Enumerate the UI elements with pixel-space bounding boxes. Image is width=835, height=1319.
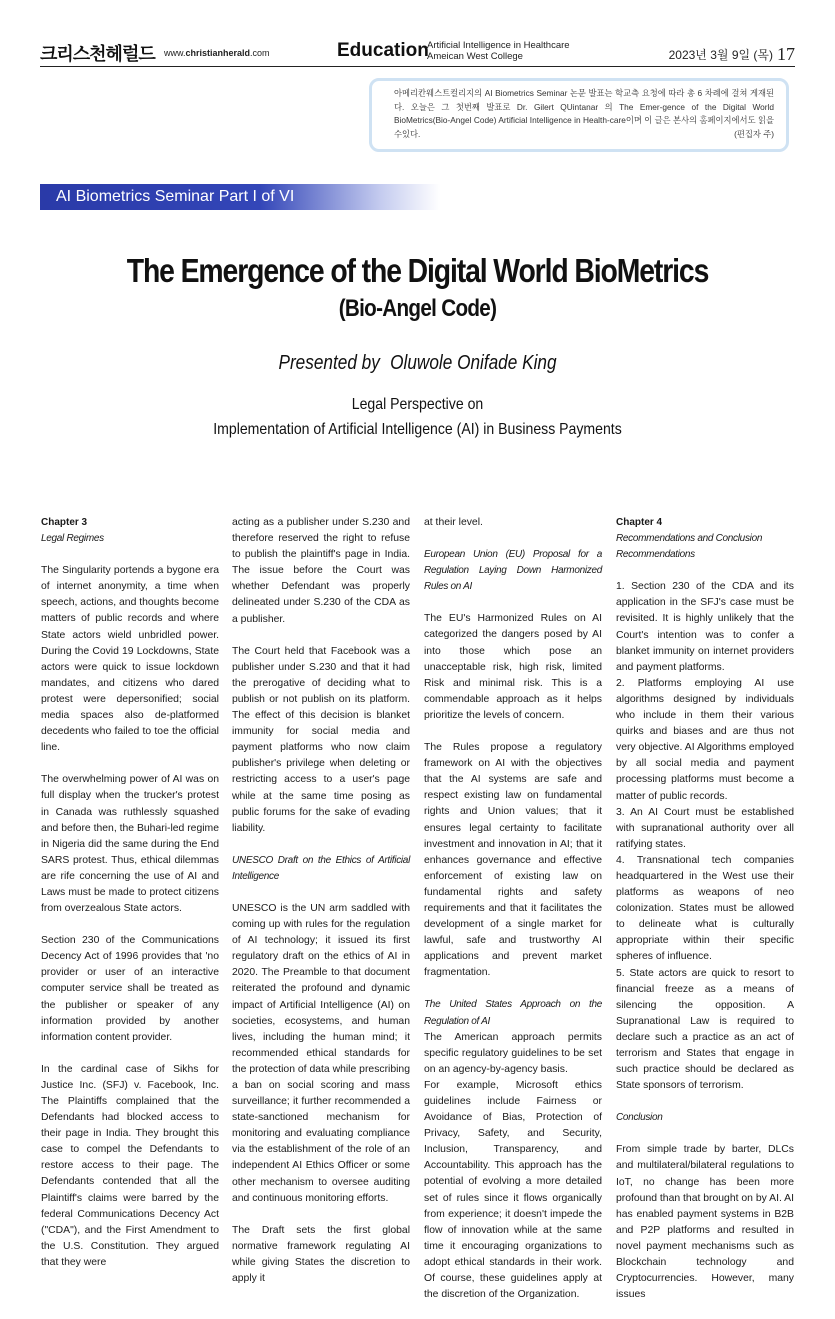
recommendation-item: 1. Section 230 of the CDA and its application in the SFJ's case must be revisited. It is highly unlikely that the Court's intention was to confer a blanket immunity on internet providers and payment platforms. bbox=[616, 581, 794, 673]
paragraph: The Rules propose a regulatory framework on AI with the objectives that the AI systems are safe and respect existing law on fundamental rights and Union values; that it ensures legal certainty to facilitate investment and innovation in AI; that it enhances governance and effective enforcement of existing law on fundamental rights and safety requirements and that it facilitates the development of a single market for lawful, safe and trustworthy AI applications and prevent market fragmentation. bbox=[424, 742, 602, 979]
site-url-domain: christianherald bbox=[185, 48, 251, 58]
issue-date bbox=[669, 43, 795, 64]
paragraph: Section 230 of the Communications Decency Act of 1996 provides that 'no provider or user of an interactive computer service shall be treated as the publisher or speaker of any information provided by another information content provider. bbox=[41, 935, 219, 1043]
section-subtitle-line1: Artificial Intelligence in Healthcare bbox=[427, 40, 570, 51]
paragraph: acting as a publisher under S.230 and therefore reserved the right to refuse to publish the plaintiff's page in India. The issue before the Court was whether Defendant was properly delineated under S.230 of the CDA as a publisher. bbox=[232, 517, 410, 625]
editor-note-credit: (편집자 주) bbox=[734, 128, 774, 139]
page-number: 17 bbox=[777, 44, 795, 64]
paragraph: UNESCO is the UN arm saddled with coming up with rules for the regulation of AI technology; it issued its first regulatory draft on the ethics of AI in 2020. The Preamble to that document reiterated the profound and dynamic impact of Artificial Intelligence (AI) on societies, ecosystems, and human lives, including the human mind; it recommended ethical standards for the protection of data while prescribing a ban on social scoring and mass surveillance; it further recommended a state-sanctioned mechanism for monitoring and evaluating compliance via the establishment of the role of an independent AI Ethics Officer or some other mechanism to oversee auditing and continuous monitoring efforts. bbox=[232, 902, 410, 1204]
column-2 bbox=[232, 515, 410, 1303]
series-banner: AI Biometrics Seminar Part I of VI bbox=[40, 184, 440, 210]
paragraph: In the cardinal case of Sikhs for Justice Inc. (SFJ) v. Facebook, Inc. The Plaintiffs complained that the Defendants had blocked access to their page in India. They brought this case to compel the Defendants to restore access to their page. The Defendants contended that all the Plaintiff's claims were barred by the federal Communications Decency Act ("CDA"), and the First Amendment to the U.S. Constitution. They argued that they were bbox=[41, 1063, 219, 1268]
column-4 bbox=[616, 515, 794, 1319]
paragraph: From simple trade by barter, DLCs and multilateral/bilateral regulations to IoT, no change has been more profound than that brought on by AI. AI has enabled payment systems in B2B and P2P platforms and resulted in novel payment mechanisms such as Blockchain technology and Cryptocurrencies. However, many issues bbox=[616, 1144, 794, 1301]
section-subtitle-line2: Ameican West College bbox=[427, 51, 523, 62]
masthead-logo: 크리스천헤럴드 bbox=[40, 44, 155, 65]
recommendation-item: 2. Platforms employing AI use algorithms designed by individuals who include in them their various quirks and biases and are thus not very objective. AI Algorithms employed by all social media and payment processing platforms must become a matter of public records. bbox=[616, 677, 794, 802]
site-url-prefix: www. bbox=[164, 48, 186, 58]
chapter-heading: Chapter 3 bbox=[41, 517, 88, 528]
topic-line-2: Implementation of Artificial Intelligence (AI) in Business Payments bbox=[213, 421, 622, 438]
paragraph: The Draft sets the first global normative framework regulating AI while giving States the discretion to apply it bbox=[232, 1224, 410, 1285]
presenter-name: Oluwole Onifade King bbox=[390, 352, 557, 374]
issue-date-text: 2023년 3월 9일 (목) bbox=[668, 48, 773, 62]
section-heading: The United States Approach on the Regulation of AI bbox=[424, 999, 602, 1027]
paragraph: The EU's Harmonized Rules on AI categorized the dangers posed by AI into those which pose an unacceptable risk, high risk, limited Risk and minimal risk. This is a commendable approach as it helps prioritize the levels of concern. bbox=[424, 613, 602, 721]
paragraph: The American approach permits specific regulatory guidelines to be set on an agency-by-agency basis. bbox=[424, 1031, 602, 1075]
section-heading: UNESCO Draft on the Ethics of Artificial Intelligence bbox=[232, 854, 410, 882]
article-title: The Emergence of the Digital World BioMetrics bbox=[126, 252, 709, 289]
editor-note-text: 아메리칸웨스트컬리지의 AI Biometrics Seminar 논문 발표는 학교측 요청에 따라 총 6 차례에 걸쳐 게재된다. 오늘은 그 첫번째 발표로 Dr. Gilert QUintanar 의 The Emer-gence of the Digital World BioMetrics(Bio-Angel Code) Artificial Intelligence in Health-care이며 이 글은 본사의 홈페이지에서도 읽을수있다. bbox=[394, 88, 774, 139]
site-url-suffix: .com bbox=[250, 48, 270, 58]
chapter-subheading: Recommendations and Conclusion bbox=[616, 533, 763, 545]
paragraph: The Court held that Facebook was a publisher under S.230 and that it had the prerogative of deciding what to publish or not publish on its platform. The effect of this decision is blanket immunity for social media and payment platforms who now claim publisher's privilege when deleting or restricting access to a user's page while at the same time posing as public forums for the sake of evading liability. bbox=[232, 645, 410, 834]
section-heading: European Union (EU) Proposal for a Regulation Laying Down Harmonized Rules on AI bbox=[424, 549, 602, 593]
paragraph: For example, Microsoft ethics guidelines include Fairness or Avoidance of Bias, Protection of Privacy, Safety, and Security, Inclusion, Transparency, and Accountability. This approach has the potential of evolving a more detailed set of rules since it flows organically from experience; it doesn't impede the flow of innovation while at the same time it encouraging organizations to adopt ethical standards in their work. Of course, these guidelines apply at the discretion of the Organization. bbox=[424, 1079, 602, 1301]
topic-line-1: Legal Perspective on bbox=[351, 396, 484, 413]
recommendation-item: 4. Transnational tech companies headquartered in the West use their platforms as weapons of neo colonization. States must be allowed to delineate what is culturally appropriate within their specific spheres of influence. bbox=[616, 854, 794, 963]
chapter-subheading: Recommendations bbox=[616, 549, 695, 561]
conclusion-heading: Conclusion bbox=[616, 1112, 663, 1124]
site-url[interactable] bbox=[164, 48, 270, 58]
recommendation-item: 5. State actors are quick to resort to financial freeze as a means of silencing the opposition. A Supranational Law is required to declare such a practice as an act of terrorism and States that engage in such practice should be declared as State sponsors of terrorism. bbox=[616, 967, 794, 1092]
paragraph: The Singularity portends a bygone era of internet anonymity, a time when speech, actions, and thoughts become matters of public records and where State actors wield unbridled power. During the Covid 19 Lockdowns, State actors were quick to issue lockdown mandates, and citizens who dared protest were depersonified; social media spaces also de-platformed decedents who failed to toe the official line. bbox=[41, 565, 219, 754]
column-3 bbox=[424, 515, 602, 1319]
section-subtitle bbox=[427, 40, 570, 62]
presenter-line bbox=[58, 352, 776, 375]
paragraph: The overwhelming power of AI was on full display when the trucker's protest in Canada was ruthlessly squashed and before then, the Buhari-led regime in Nigeria did the same during the End SARS protest. Thus, ethical dilemmas are rife concerning the use of AI and Laws must be made to protect citizens from overzealous State actors. bbox=[41, 774, 219, 915]
paragraph: at their level. bbox=[424, 517, 483, 528]
presented-label: Presented by bbox=[278, 352, 380, 374]
column-1 bbox=[41, 515, 219, 1287]
article-subtitle: (Bio-Angel Code) bbox=[338, 295, 497, 322]
chapter-subheading: Legal Regimes bbox=[41, 533, 104, 545]
chapter-heading: Chapter 4 bbox=[616, 517, 663, 528]
section-name: Education bbox=[337, 40, 429, 61]
recommendation-item: 3. An AI Court must be established with supranational authority over all ratifying states. bbox=[616, 806, 794, 850]
editor-note bbox=[369, 78, 789, 152]
page-header bbox=[40, 36, 795, 67]
